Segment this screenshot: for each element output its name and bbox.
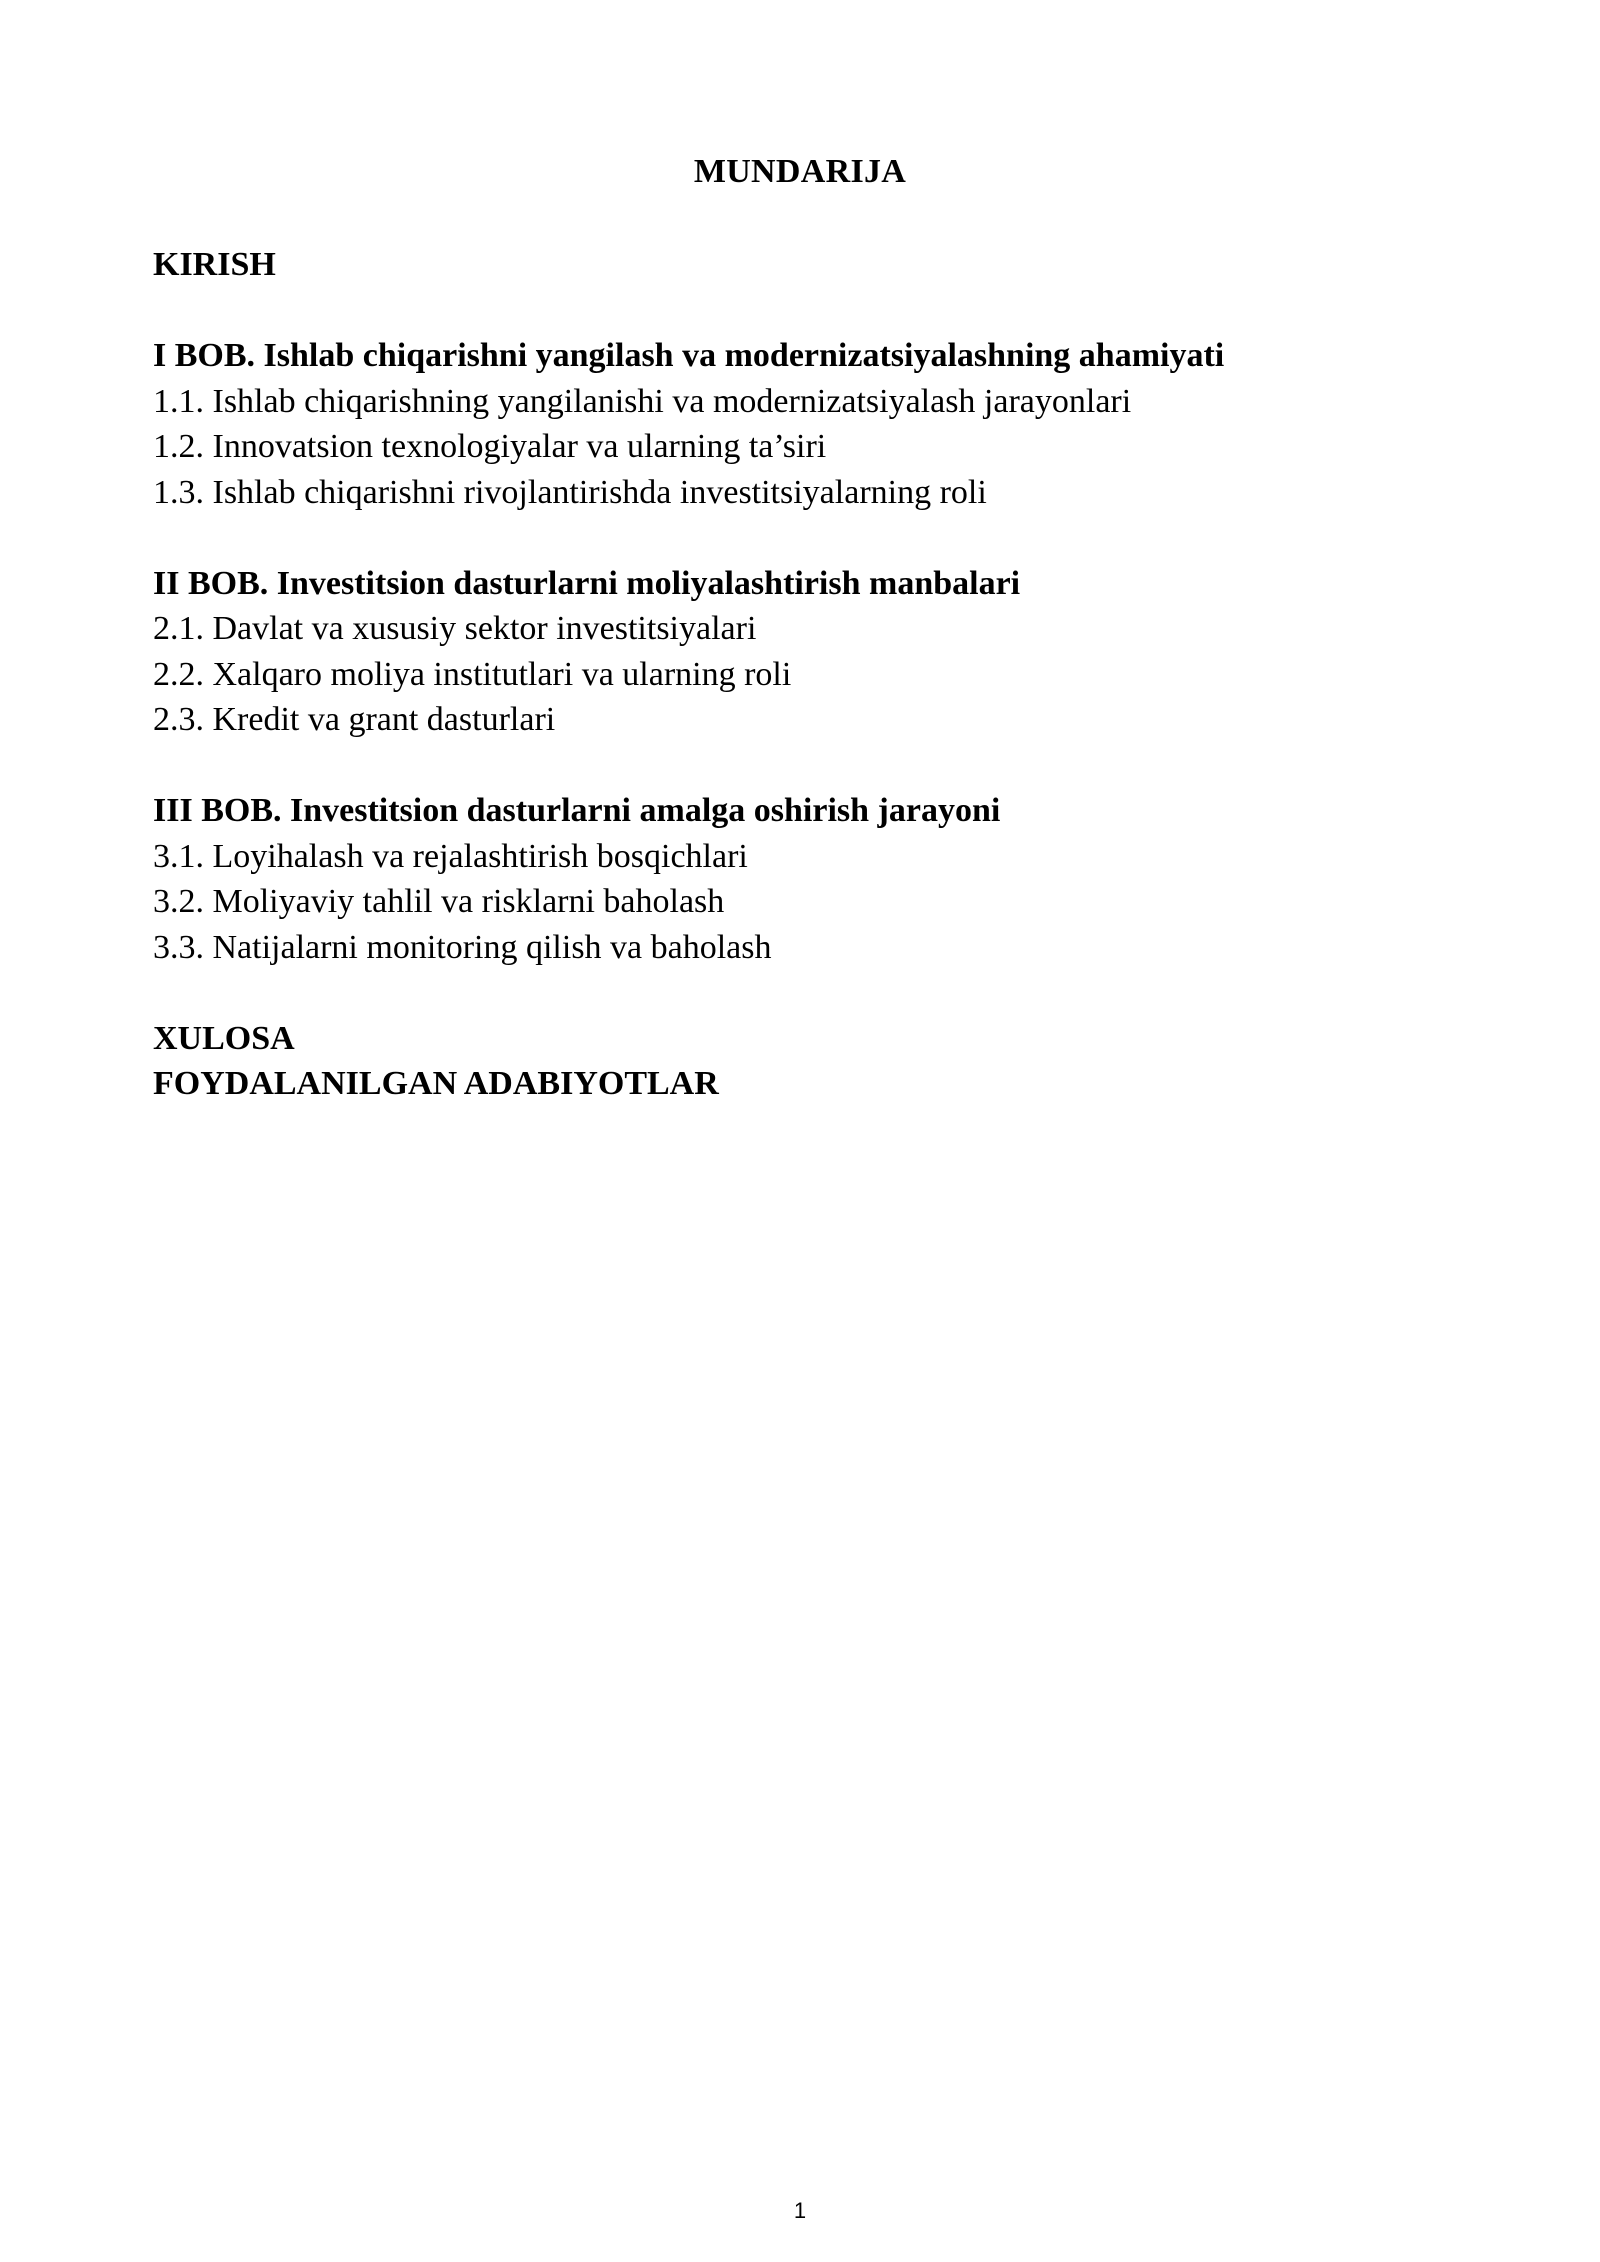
section-1-1: 1.1. Ishlab chiqarishning yangilanishi va modernizatsiyalash jarayonlari — [153, 382, 1132, 420]
toc-intro: KIRISH — [153, 246, 276, 283]
chapter-3-heading: III BOB. Investitsion dasturlarni amalga oshirish jarayoni — [153, 792, 1001, 829]
table-of-contents — [153, 242, 1453, 1107]
toc-references: FOYDALANILGAN ADABIYOTLAR — [153, 1065, 719, 1102]
chapter-1-heading: I BOB. Ishlab chiqarishni yangilash va modernizatsiyalashning ahamiyati — [153, 337, 1225, 374]
section-2-2: 2.2. Xalqaro moliya institutlari va ularning roli — [153, 655, 792, 693]
section-3-1: 3.1. Loyihalash va rejalashtirish bosqichlari — [153, 837, 748, 875]
spacer — [153, 288, 1453, 334]
page-title: MUNDARIJA — [693, 153, 907, 190]
spacer — [153, 743, 1453, 789]
section-2-3: 2.3. Kredit va grant dasturlari — [153, 701, 556, 738]
section-2-1: 2.1. Davlat va xususiy sektor investitsiyalari — [153, 610, 757, 647]
section-1-3: 1.3. Ishlab chiqarishni rivojlantirishda investitsiyalarning roli — [153, 473, 987, 511]
section-3-3: 3.3. Natijalarni monitoring qilish va baholash — [153, 928, 772, 966]
chapter-2-heading: II BOB. Investitsion dasturlarni moliyalashtirish manbalari — [153, 564, 1021, 602]
spacer — [153, 970, 1453, 1016]
section-1-2: 1.2. Innovatsion texnologiyalar va ularning ta’siri — [153, 428, 827, 465]
section-3-2: 3.2. Moliyaviy tahlil va risklarni baholash — [153, 883, 725, 920]
page-number: 1 — [793, 2198, 807, 2223]
spacer — [153, 515, 1453, 561]
toc-conclusion: XULOSA — [153, 1019, 295, 1057]
